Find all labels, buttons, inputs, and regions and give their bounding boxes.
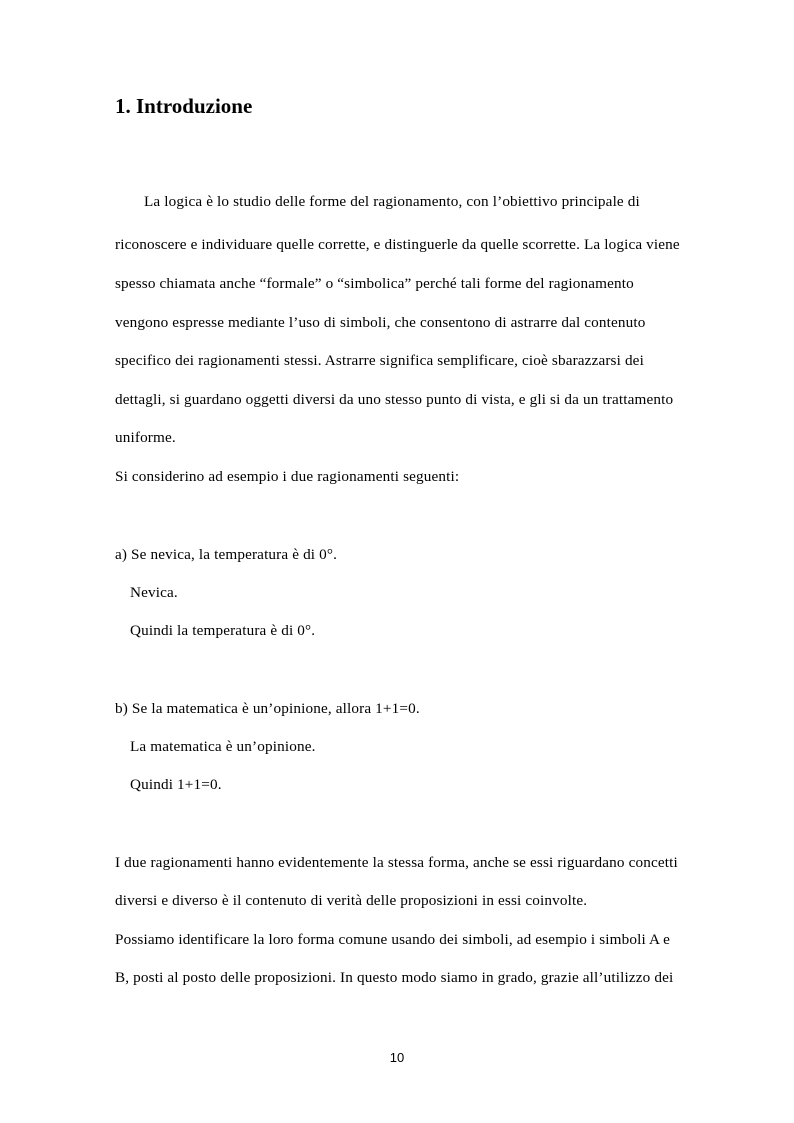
paragraph-line: dettagli, si guardano oggetti diversi da uno stesso punto di vista, e gli si da un trattamento xyxy=(115,391,674,408)
example-b-premise: b) Se la matematica è un’opinione, allora 1+1=0. xyxy=(115,700,420,717)
example-b-conclusion: Quindi 1+1=0. xyxy=(130,776,222,793)
example-a-premise: a) Se nevica, la temperatura è di 0°. xyxy=(115,546,338,563)
paragraph-line: uniforme. xyxy=(115,429,176,446)
example-a-conclusion: Quindi la temperatura è di 0°. xyxy=(130,622,316,639)
examples-intro: Si considerino ad esempio i due ragionamenti seguenti: xyxy=(115,468,460,485)
paragraph-line: riconoscere e individuare quelle corrette, e distinguerle da quelle scorrette. La logica viene xyxy=(115,236,680,253)
paragraph-line: diversi e diverso è il contenuto di verità delle proposizioni in essi coinvolte. xyxy=(115,892,588,909)
section-heading: 1. Introduzione xyxy=(115,94,253,118)
paragraph-line: I due ragionamenti hanno evidentemente la stessa forma, anche se essi riguardano concetti xyxy=(115,854,678,871)
page-number: 10 xyxy=(389,1050,405,1065)
paragraph-line: specifico dei ragionamenti stessi. Astrarre significa semplificare, cioè sbarazzarsi dei xyxy=(115,352,644,369)
example-b-premise: La matematica è un’opinione. xyxy=(130,738,316,755)
paragraph-line: La logica è lo studio delle forme del ragionamento, con l’obiettivo principale di xyxy=(144,193,640,210)
paragraph-line: Possiamo identificare la loro forma comune usando dei simboli, ad esempio i simboli A e xyxy=(115,931,671,948)
example-a-premise: Nevica. xyxy=(130,584,178,601)
paragraph-line: vengono espresse mediante l’uso di simboli, che consentono di astrarre dal contenuto xyxy=(115,314,646,331)
paragraph-line: spesso chiamata anche “formale” o “simbolica” perché tali forme del ragionamento xyxy=(115,275,634,292)
paragraph-line: B, posti al posto delle proposizioni. In questo modo siamo in grado, grazie all’utilizzo dei xyxy=(115,969,674,986)
